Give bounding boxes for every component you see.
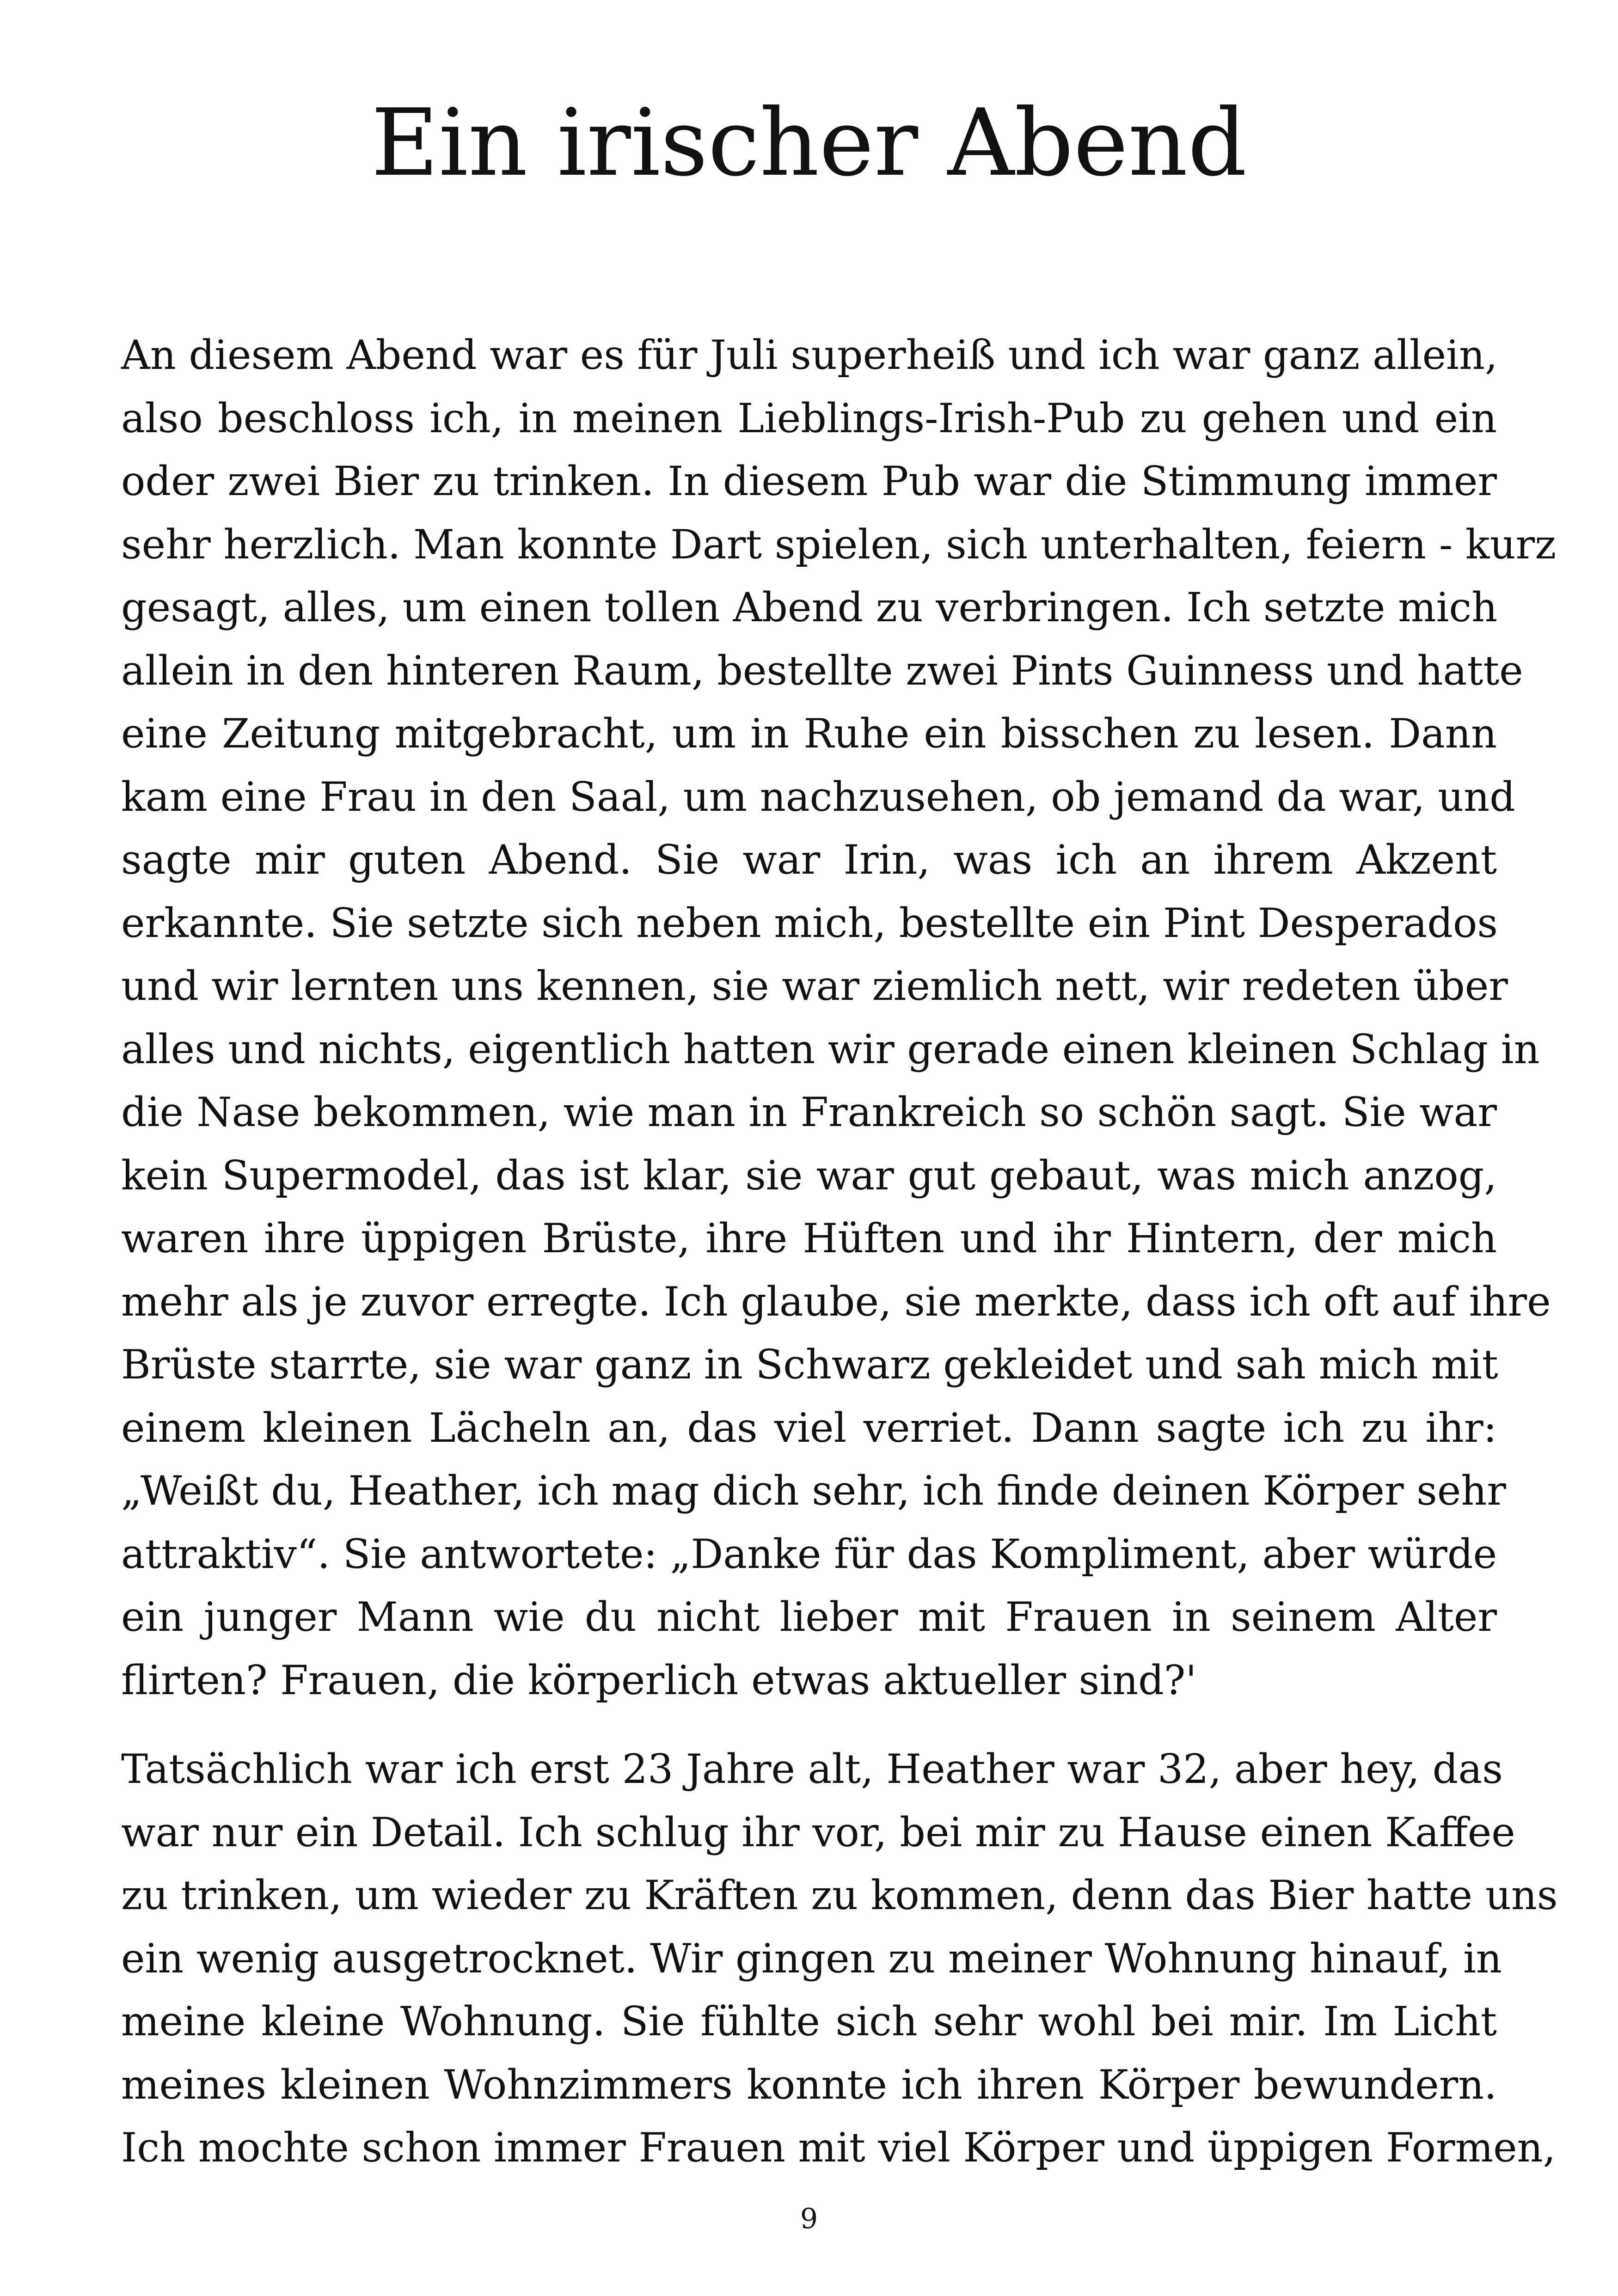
text-line: sagte mir guten Abend. Sie war Irin, was ich an ihrem Akzent	[121, 836, 1497, 883]
paragraph-2	[121, 1738, 1558, 2180]
text-line: eine Zeitung mitgebracht, um in Ruhe ein bisschen zu lesen. Dann	[121, 710, 1497, 757]
text-line: zu trinken, um wieder zu Kräften zu kommen, denn das Bier hatte uns	[121, 1872, 1558, 1919]
paragraph-1	[121, 324, 1557, 1712]
text-line: also beschloss ich, in meinen Lieblings-Irish-Pub zu gehen und ein	[121, 394, 1497, 442]
text-line: flirten? Frauen, die körperlich etwas aktueller sind?'	[121, 1656, 1197, 1704]
text-line: erkannte. Sie setzte sich neben mich, bestellte ein Pint Desperados	[121, 899, 1498, 947]
text-line: attraktiv“. Sie antwortete: „Danke für das Kompliment, aber würde	[121, 1530, 1497, 1578]
text-line: waren ihre üppigen Brüste, ihre Hüften und ihr Hintern, der mich	[121, 1215, 1497, 1262]
text-line: war nur ein Detail. Ich schlug ihr vor, bei mir zu Hause einen Kaffee	[121, 1808, 1515, 1856]
text-line: sehr herzlich. Man konnte Dart spielen, sich unterhalten, feiern - kurz	[121, 520, 1557, 568]
text-line: ein junger Mann wie du nicht lieber mit Frauen in seinem Alter	[121, 1593, 1497, 1641]
text-line: meines kleinen Wohnzimmers konnte ich ihren Körper bewundern.	[121, 2061, 1497, 2108]
text-line: einem kleinen Lächeln an, das viel verriet. Dann sagte ich zu ihr:	[121, 1404, 1497, 1451]
text-line: Ich mochte schon immer Frauen mit viel Körper und üppigen Formen,	[121, 2124, 1556, 2171]
text-line: die Nase bekommen, wie man in Frankreich so schön sagt. Sie war	[121, 1089, 1497, 1136]
text-line: mehr als je zuvor erregte. Ich glaube, sie merkte, dass ich oft auf ihre	[121, 1278, 1551, 1325]
text-line: ein wenig ausgetrocknet. Wir gingen zu meiner Wohnung hinauf, in	[121, 1935, 1502, 1982]
text-line: meine kleine Wohnung. Sie fühlte sich sehr wohl bei mir. Im Licht	[121, 1998, 1497, 2045]
text-line: kein Supermodel, das ist klar, sie war gut gebaut, was mich anzog,	[121, 1151, 1497, 1199]
text-line: kam eine Frau in den Saal, um nachzusehen, ob jemand da war, und	[121, 773, 1515, 820]
text-line: alles und nichts, eigentlich hatten wir gerade einen kleinen Schlag in	[121, 1025, 1540, 1073]
text-line: Tatsächlich war ich erst 23 Jahre alt, Heather war 32, aber hey, das	[121, 1745, 1503, 1793]
text-line: An diesem Abend war es für Juli superheiß und ich war ganz allein,	[121, 331, 1498, 379]
text-line: Brüste starrte, sie war ganz in Schwarz gekleidet und sah mich mit	[121, 1341, 1498, 1388]
text-line: „Weißt du, Heather, ich mag dich sehr, ich finde deinen Körper sehr	[121, 1467, 1506, 1514]
body-text	[121, 324, 1558, 2180]
text-line: allein in den hinteren Raum, bestellte zwei Pints Guinness und hatte	[121, 647, 1523, 694]
text-line: gesagt, alles, um einen tollen Abend zu verbringen. Ich setzte mich	[121, 584, 1498, 631]
page-number: 9	[800, 2203, 818, 2235]
text-line: und wir lernten uns kennen, sie war ziemlich nett, wir redeten über	[121, 962, 1508, 1010]
text-line: oder zwei Bier zu trinken. In diesem Pub war die Stimmung immer	[121, 458, 1497, 505]
chapter-title: Ein irischer Abend	[371, 89, 1247, 197]
